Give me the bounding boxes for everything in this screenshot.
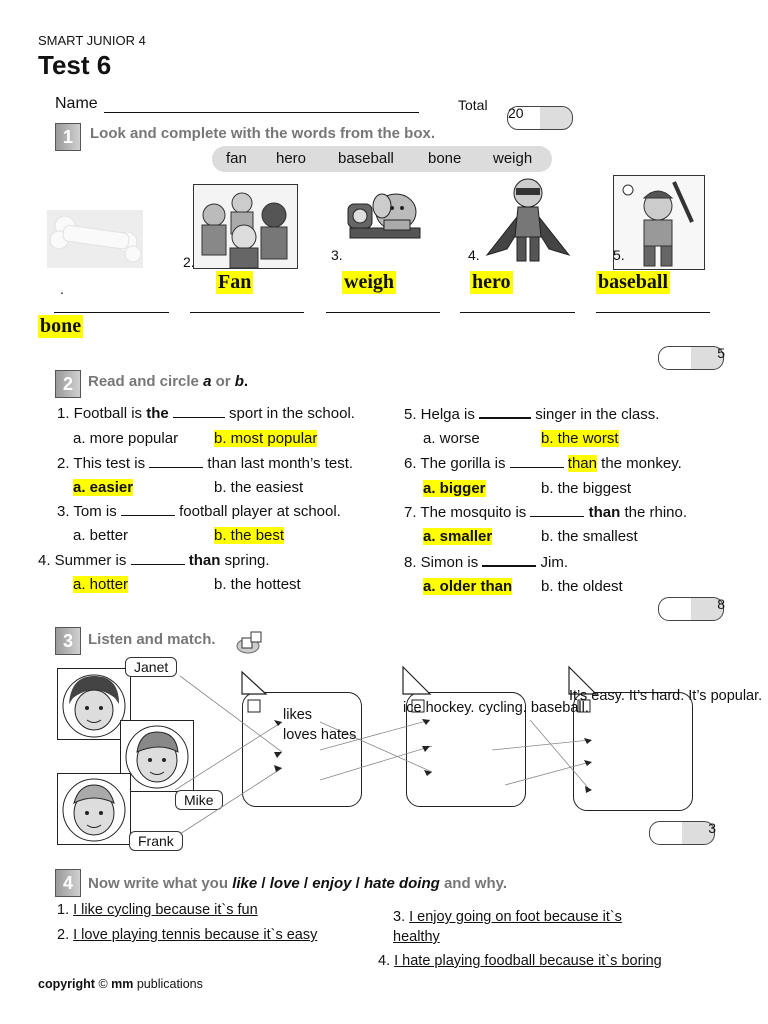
section-3-score: 3 [708,820,716,836]
section-2-score: 8 [717,596,725,612]
q2-option-b[interactable]: b. the easiest [214,479,304,496]
answer-line-4 [460,312,575,313]
q8-option-b[interactable]: b. the oldest [541,578,623,595]
question-1: 1. Football is the sport in the school. [57,405,355,422]
hero-image [477,175,579,265]
blank [173,417,225,418]
series-label: SMART JUNIOR 4 [38,33,146,48]
weigh-image [340,186,426,252]
q6-option-a[interactable]: a. bigger [423,480,486,497]
name-field[interactable] [104,112,419,113]
question-8: 8. Simon is Jim. [404,554,569,571]
answer-5[interactable]: baseball [598,271,669,293]
activities-text: ice hockey. cycling. baseball. [403,700,589,716]
verbs-line-2: loves hates [283,727,357,743]
total-label: Total [458,97,488,113]
word-box [212,146,552,172]
section-1-title: Look and complete with the words from the box. [90,125,436,142]
section-3-number: 3 [55,627,81,655]
verbs-line-1: likes [283,707,313,723]
q8-option-a[interactable]: a. older than [423,578,513,595]
blank [131,564,185,565]
q5-option-a[interactable]: a. worse [423,430,480,447]
q4-option-b[interactable]: b. the hottest [214,576,301,593]
q7-option-b[interactable]: b. the smallest [541,528,638,545]
q3-option-b[interactable]: b. the best [214,527,285,544]
answer-line-1 [54,312,169,313]
question-6: 6. The gorilla is than the monkey. [404,455,682,472]
question-3: 3. Tom is football player at school. [57,503,341,520]
item-number-3: 3. [331,247,343,263]
q2-option-a[interactable]: a. easier [73,479,134,496]
total-score-value: 20 [508,105,524,121]
q4-option-a[interactable]: a. hotter [73,576,129,593]
word-bone: bone [428,150,462,167]
name-label: Name [55,95,98,112]
word-fan: fan [226,150,247,167]
answer-line-4-3-continued[interactable]: healthy [393,929,440,945]
q5-option-b[interactable]: b. the worst [541,430,619,447]
answer-line-2 [190,312,304,313]
section-2-score-box [658,597,724,621]
answer-line-4-4[interactable]: 4. I hate playing foodball because it`s boring [378,953,662,969]
answer-line-3 [326,312,440,313]
section-3-score-box [649,821,715,845]
q7-option-a[interactable]: a. smaller [423,528,493,545]
question-4: 4. Summer is than spring. [38,552,270,569]
answer-line-4-2[interactable]: 2. I love playing tennis because it`s easy [57,927,318,943]
word-hero: hero [276,150,307,167]
section-3-title: Listen and match. [88,631,216,648]
section-4-title: Now write what you like / love / enjoy / hate doing and why. [88,875,508,892]
answer-2[interactable]: Fan [218,271,252,293]
total-score-box [507,106,573,130]
footer-copyright: copyright © mm publications [38,977,203,991]
answer-line-4-3[interactable]: 3. I enjoy going on foot because it`s [393,909,622,925]
blank [482,565,536,567]
match-lines [0,650,768,850]
item-number-1: . [60,281,64,297]
word-baseball: baseball [338,150,394,167]
reasons-text: It’s easy. It’s hard. It’s popular. [569,688,763,704]
question-5: 5. Helga is singer in the class. [404,406,660,423]
page-title: Test 6 [38,50,112,80]
fan-image [193,184,298,269]
q3-option-a[interactable]: a. better [73,527,129,544]
q6-option-b[interactable]: b. the biggest [541,480,632,497]
blank [121,515,175,516]
answer-4[interactable]: hero [472,271,511,293]
section-4-number: 4 [55,869,81,897]
answer-line-5 [596,312,710,313]
section-2-number: 2 [55,370,81,398]
word-weigh: weigh [493,150,533,167]
blank [149,467,203,468]
section-1-score: 5 [717,345,725,361]
question-7: 7. The mosquito is than the rhino. [404,504,688,521]
answer-3[interactable]: weigh [344,271,394,293]
section-2-title: Read and circle a or b. [88,373,249,390]
blank [479,417,531,419]
baseball-image [613,175,705,270]
answer-1[interactable]: bone [40,315,82,337]
section-1-number: 1 [55,123,81,151]
item-number-4: 4. [468,247,480,263]
blank [530,516,584,517]
q1-option-b[interactable]: b. most popular [214,430,318,447]
name-janet[interactable]: Janet [125,657,177,677]
blank [510,467,564,468]
item-number-5: 5. [613,247,625,263]
bone-image [47,210,143,268]
q1-option-a[interactable]: a. more popular [73,430,179,447]
question-2: 2. This test is than last month’s test. [57,455,354,472]
name-mike[interactable]: Mike [175,790,223,810]
section-1-score-box [658,346,724,370]
name-frank[interactable]: Frank [129,831,183,851]
item-number-2: 2. [183,254,195,270]
answer-line-4-1[interactable]: 1. I like cycling because it`s fun [57,902,258,918]
